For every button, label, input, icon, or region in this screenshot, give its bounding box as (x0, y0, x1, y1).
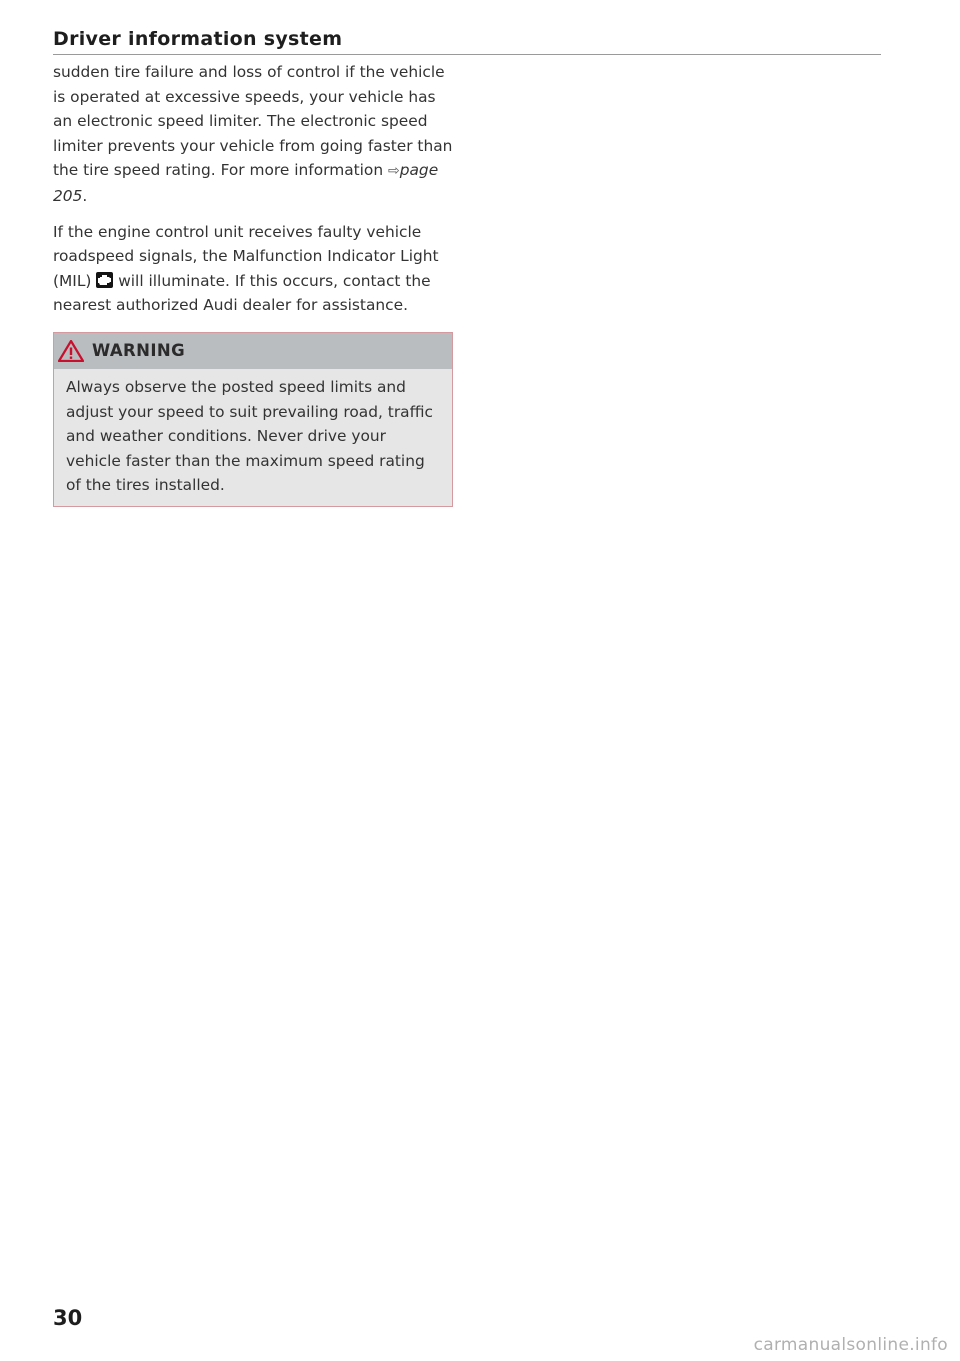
warning-header (54, 333, 452, 369)
engine-check-icon (96, 272, 113, 288)
warning-box (53, 332, 453, 507)
warning-title: WARNING (92, 341, 186, 361)
page-reference-text: page 205 (53, 161, 439, 205)
page-header (53, 24, 881, 55)
paragraph-2-text-after: will illuminate. If this occurs, contact the nearest authorized Audi dealer for assistance. (53, 271, 431, 315)
warning-triangle-icon (58, 340, 84, 362)
section-title: Driver information system (53, 28, 343, 50)
watermark-text: carmanualsonline.info (753, 1335, 948, 1355)
paragraph-2-text-before: If the engine control unit receives faulty vehicle roadspeed signals, the Malfunction Indicator Light (MIL) (53, 222, 439, 290)
body-paragraph-2 (53, 220, 453, 318)
page-number: 30 (53, 1306, 83, 1330)
arrow-right-icon: ⇨ (388, 163, 400, 180)
body-paragraph-1 (53, 60, 453, 209)
main-column (53, 60, 453, 507)
paragraph-1-text: sudden tire failure and loss of control if the vehicle is operated at excessive speeds, your vehicle has an electronic speed limiter. The electronic speed limiter prevents your vehicle from going faster than the tire speed rating. For more information (53, 63, 453, 180)
warning-text: Always observe the posted speed limits and adjust your speed to suit prevailing road, traffic and weather conditions. Never drive your vehicle faster than the maximum speed rating of the tires installed. (66, 377, 433, 495)
paragraph-1-end: . (82, 186, 88, 205)
